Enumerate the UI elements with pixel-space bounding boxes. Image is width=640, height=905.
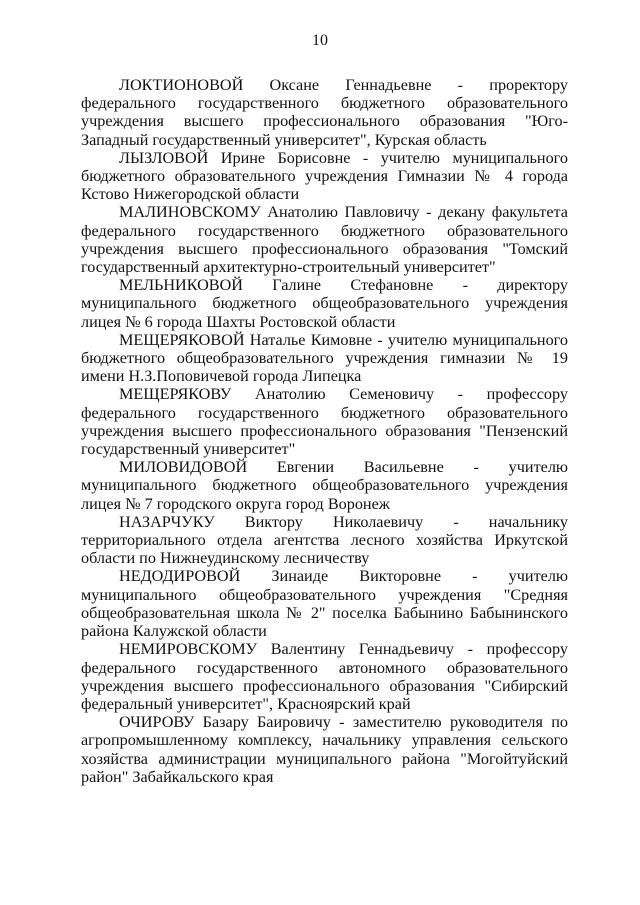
award-list — [81, 76, 568, 786]
list-entry: НЕДОДИРОВОЙ Зинаиде Викторовне - учителю муниципального общеобразовательного учреждения "Средняя общеобразовательная школа № 2" поселка Бабынино Бабынинского района Калужской области — [81, 567, 568, 641]
list-entry: МЕЩЕРЯКОВОЙ Наталье Кимовне - учителю муниципального бюджетного общеобразовательного учреждения гимназии № 19 имени Н.З.Поповичевой города Липецка — [81, 330, 568, 386]
list-entry: МЕЛЬНИКОВОЙ Галине Стефановне - директору муниципального бюджетного общеобразовательного учреждения лицея № 6 города Шахты Ростовской области — [81, 276, 568, 331]
list-entry: НАЗАРЧУКУ Виктору Николаевичу - начальнику территориального отдела агентства лесного хозяйства Иркутской области по Нижнеудинскому лесничеству — [81, 512, 568, 568]
list-entry: ЛЫЗЛОВОЙ Ирине Борисовне - учителю муниципального бюджетного образовательного учреждения Гимназии № 4 города Кстово Нижегородской области — [81, 148, 568, 204]
list-entry: НЕМИРОВСКОМУ Валентину Геннадьевичу - профессору федерального государственного автономного образовательного учреждения высшего профессионального образования "Сибирский федеральный университет", Красноярский край — [81, 640, 568, 713]
list-entry: ОЧИРОВУ Базару Баировичу - заместителю руководителя по агропромышленному комплексу, начальнику управления сельского хозяйства администрации муниципального района "Могойтуйский район" Забайкальского края — [81, 713, 568, 786]
list-entry: МИЛОВИДОВОЙ Евгении Васильевне - учителю муниципального бюджетного общеобразовательного учреждения лицея № 7 городского округа город Воронеж — [81, 458, 568, 513]
list-entry: МАЛИНОВСКОМУ Анатолию Павловичу - декану факультета федерального государственного бюджетного образовательного учреждения высшего профессионального образования "Томский государственный архитектурно-строительный университет" — [81, 203, 568, 277]
list-entry: ЛОКТИОНОВОЙ Оксане Геннадьевне - проректору федерального государственного бюджетного образовательного учреждения высшего профессионального образования "Юго-Западный государственный университет", Курская область — [81, 76, 568, 149]
list-entry: МЕЩЕРЯКОВУ Анатолию Семеновичу - профессору федерального государственного бюджетного образовательного учреждения высшего профессионального образования "Пензенский государственный университет" — [81, 385, 568, 459]
page-number: 10 — [312, 32, 328, 49]
